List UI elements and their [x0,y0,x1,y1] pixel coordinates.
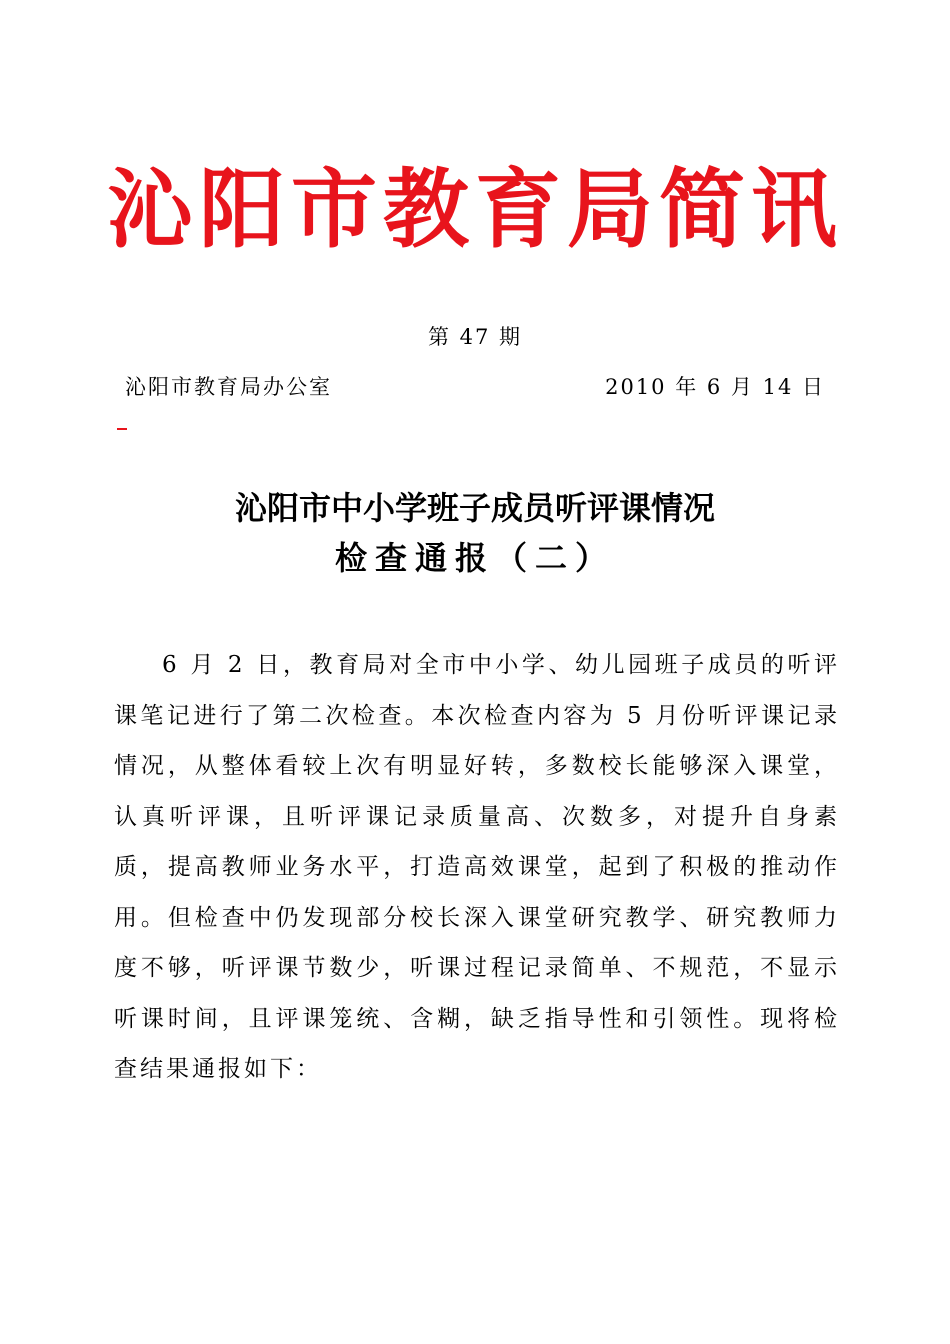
issue-date: 2010 年 6 月 14 日 [605,375,825,399]
masthead-title: 沁阳市教育局简讯 [107,160,843,260]
issue-number: 第 47 期 [427,325,523,349]
article-title-line-1: 沁阳市中小学班子成员听评课情况 [234,489,715,527]
issuing-office: 沁阳市教育局办公室 [125,375,332,399]
red-rule-mark [117,428,127,430]
article-title-line-2: 检查通报（二） [334,539,615,577]
article-body: 6 月 2 日，教育局对全市中小学、幼儿园班子成员的听评课笔记进行了第二次检查。本次检查内容为 5 月份听评课记录情况，从整体看较上次有明显好转，多数校长能够深入课堂，认真听评课，且听评课记录质量高、次数多，对提升自身素质，提高教师业务水平，打造高效课堂，起到了积极的推动作用。但检查中仍发现部分校长深入课堂研究教学、研究教师力度不够，听评课节数少，听课过程记录简单、不规范，不显示听课时间，且评课笼统、含糊，缺乏指导性和引领性。现将检查结果通报如下： [114,652,840,1082]
